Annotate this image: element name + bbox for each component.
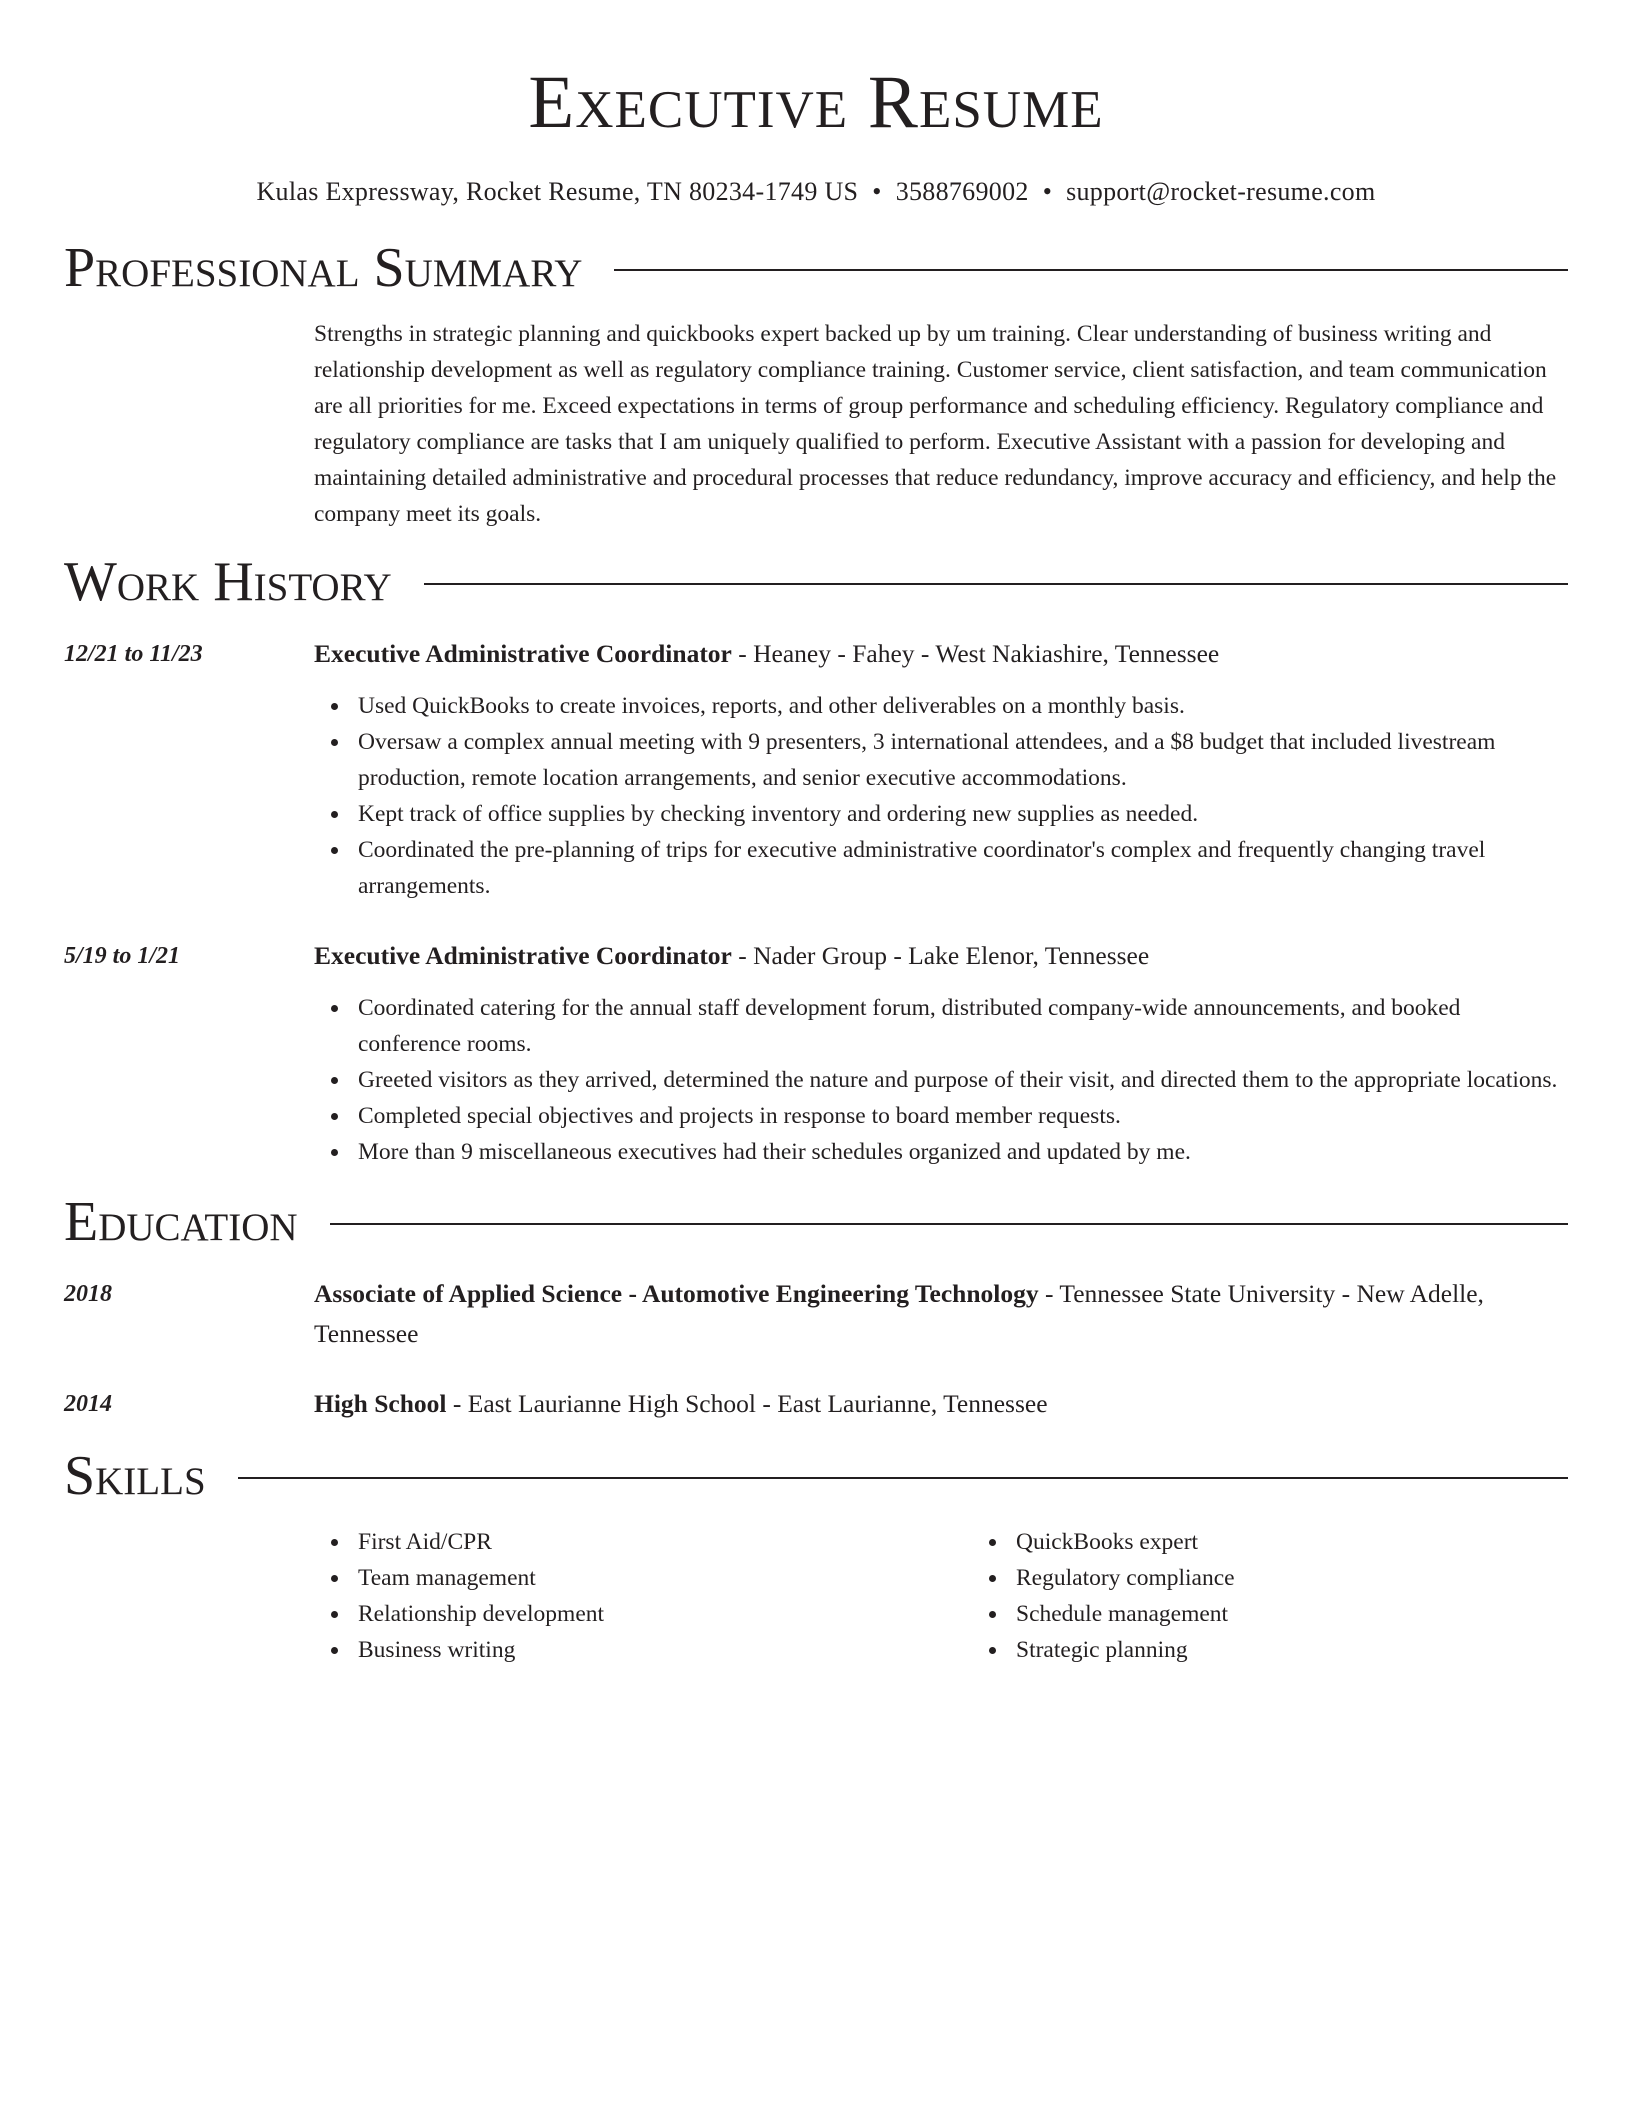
work-heading: Work History <box>64 551 392 613</box>
work-title-line <box>314 634 1568 674</box>
section-divider <box>238 1477 1568 1479</box>
education-title-line <box>314 1274 1568 1354</box>
summary-text: Strengths in strategic planning and quickbooks expert backed up by um training. Clear understanding of business writing and relationship development as well as regulatory compliance training. Customer service, client satisfaction, and team communication are all priorities for me. Exceed expectations in terms of group performance and scheduling efficiency. Regulatory compliance and regulatory compliance are tasks that I am uniquely qualified to perform. Executive Assistant with a passion for developing and maintaining detailed administrative and procedural processes that reduce redundancy, improve accuracy and efficiency, and help the company meet its goals. <box>314 321 1557 527</box>
job-details: - Nader Group - Lake Elenor, Tennessee <box>731 941 1150 970</box>
education-details: - East Laurianne High School - East Laurianne, Tennessee <box>446 1389 1048 1418</box>
contact-line <box>64 176 1568 208</box>
education-entry-body <box>314 1274 1568 1354</box>
job-role: Executive Administrative Coordinator <box>314 639 732 668</box>
skill-item: Strategic planning <box>1016 1632 1568 1668</box>
job-bullet: Coordinated the pre-planning of trips for executive administrative coordinator's complex and frequently changing travel arrangements. <box>358 832 1568 904</box>
resume-title: Executive Resume <box>528 61 1104 144</box>
skills-column-right <box>972 1524 1568 1668</box>
summary-section-header <box>64 236 1568 300</box>
skills-grid <box>314 1524 1568 1668</box>
work-entry-body <box>314 634 1568 904</box>
job-bullet: Greeted visitors as they arrived, determined the nature and purpose of their visit, and directed them to the appropriate locations. <box>358 1062 1568 1098</box>
work-title-line <box>314 936 1568 976</box>
education-entry-body <box>314 1384 1568 1424</box>
education-year: 2018 <box>64 1281 112 1307</box>
contact-email: support@rocket-resume.com <box>1066 177 1376 206</box>
section-divider <box>614 269 1568 271</box>
education-entry <box>64 1384 1568 1424</box>
work-section-header <box>64 550 1568 614</box>
work-entry-body <box>314 936 1568 1170</box>
job-bullets <box>314 688 1568 904</box>
job-bullet: Used QuickBooks to create invoices, reports, and other deliverables on a monthly basis. <box>358 688 1568 724</box>
skill-item: Relationship development <box>358 1596 972 1632</box>
job-bullet: Coordinated catering for the annual staff development forum, distributed company-wide announcements, and booked conference rooms. <box>358 990 1568 1062</box>
job-bullet: Kept track of office supplies by checking inventory and ordering new supplies as needed. <box>358 796 1568 832</box>
job-bullet: Oversaw a complex annual meeting with 9 presenters, 3 international attendees, and a $8 budget that included livestream production, remote location arrangements, and senior executive accommodations. <box>358 724 1568 796</box>
skill-item: Team management <box>358 1560 972 1596</box>
work-entry <box>64 634 1568 904</box>
job-details: - Heaney - Fahey - West Nakiashire, Tennessee <box>731 639 1220 668</box>
contact-address: Kulas Expressway, Rocket Resume, TN 80234-1749 US <box>256 177 859 206</box>
education-heading: Education <box>64 1191 298 1253</box>
education-entry <box>64 1274 1568 1354</box>
skill-item: Schedule management <box>1016 1596 1568 1632</box>
education-year: 2014 <box>64 1391 112 1417</box>
summary-heading: Professional Summary <box>64 237 583 299</box>
section-divider <box>330 1223 1568 1225</box>
education-section-header <box>64 1190 1568 1254</box>
education-degree: High School <box>314 1389 447 1418</box>
contact-phone: 3588769002 <box>895 177 1029 206</box>
education-degree: Associate of Applied Science - Automotive Engineering Technology <box>314 1279 1039 1308</box>
skills-heading: Skills <box>64 1445 206 1507</box>
job-role: Executive Administrative Coordinator <box>314 941 732 970</box>
job-bullets <box>314 990 1568 1170</box>
skills-section-header <box>64 1444 1568 1508</box>
skill-item: First Aid/CPR <box>358 1524 972 1560</box>
education-title-line <box>314 1384 1568 1424</box>
skill-item: Regulatory compliance <box>1016 1560 1568 1596</box>
section-divider <box>424 583 1568 585</box>
job-bullet: More than 9 miscellaneous executives had their schedules organized and updated by me. <box>358 1134 1568 1170</box>
work-dates: 5/19 to 1/21 <box>64 943 181 969</box>
skills-column-left <box>314 1524 972 1668</box>
work-entry <box>64 936 1568 1170</box>
skill-item: Business writing <box>358 1632 972 1668</box>
contact-separator: • <box>872 177 882 206</box>
skill-item: QuickBooks expert <box>1016 1524 1568 1560</box>
education-details: - Tennessee State University - New Adelle, Tennessee <box>314 1279 1484 1348</box>
job-bullet: Completed special objectives and projects in response to board member requests. <box>358 1098 1568 1134</box>
work-dates: 12/21 to 11/23 <box>64 641 203 667</box>
contact-separator: • <box>1042 177 1053 206</box>
